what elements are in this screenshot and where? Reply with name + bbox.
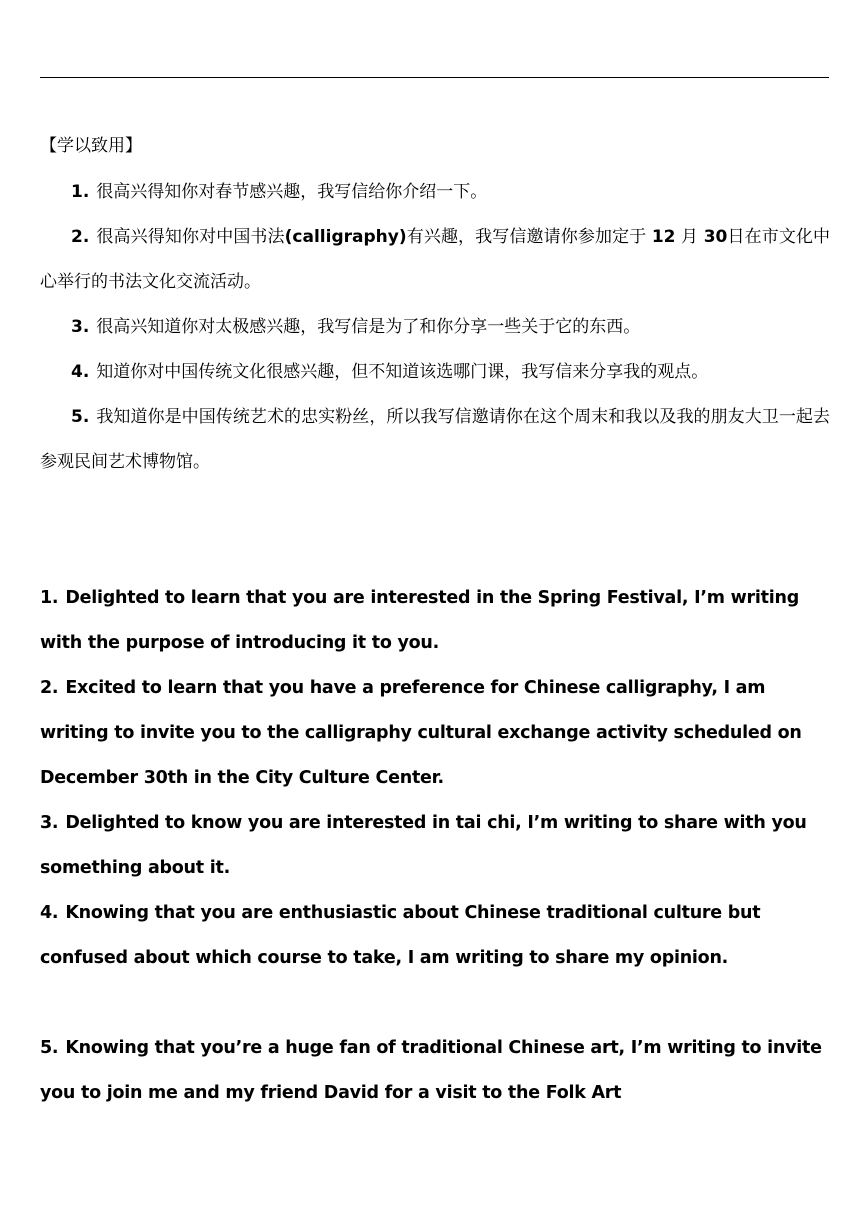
cn-item-text: 知道你对中国传统文化很感兴趣，但不知道该选哪门课，我写信来分享我的观点。 bbox=[96, 362, 709, 382]
en-item-text: Knowing that you are enthusiastic about Chinese traditional culture but confused about which course to take, I am writing to share my opinion. bbox=[40, 903, 761, 968]
en-item-number: 4. bbox=[40, 903, 59, 923]
cn-item-5 bbox=[40, 395, 830, 485]
cn-item-number: 2. bbox=[71, 227, 90, 247]
cn-item-1 bbox=[40, 170, 830, 215]
cn-item-english-word: (calligraphy) bbox=[284, 227, 407, 247]
cn-item-day-number: 30 bbox=[703, 227, 728, 247]
cn-item-text-post: 日在市文化中心举行的书法文化交流活动。 bbox=[40, 227, 831, 292]
en-item-number: 5. bbox=[40, 1038, 59, 1058]
cn-item-number: 1. bbox=[71, 182, 90, 202]
cn-item-number: 3. bbox=[71, 317, 90, 337]
cn-item-3 bbox=[40, 305, 830, 350]
cn-item-text-pre: 很高兴得知你对中国书法 bbox=[96, 227, 285, 247]
en-item-text: Excited to learn that you have a preference for Chinese calligraphy, I am writing to invite you to the calligraphy cultural exchange activity scheduled on December 30th in the City Culture Center. bbox=[40, 678, 802, 788]
en-item-number: 3. bbox=[40, 813, 59, 833]
en-item-text: Delighted to learn that you are interested in the Spring Festival, I’m writing with the purpose of introducing it to you. bbox=[40, 588, 799, 653]
en-item-text: Delighted to know you are interested in tai chi, I’m writing to share with you something about it. bbox=[40, 813, 807, 878]
cn-item-text: 很高兴得知你对春节感兴趣，我写信给你介绍一下。 bbox=[96, 182, 488, 202]
cn-item-number: 4. bbox=[71, 362, 90, 382]
en-item-number: 2. bbox=[40, 678, 59, 698]
header-rule bbox=[40, 77, 829, 78]
en-item-3 bbox=[40, 801, 832, 891]
cn-item-text: 很高兴知道你对太极感兴趣，我写信是为了和你分享一些关于它的东西。 bbox=[96, 317, 641, 337]
cn-item-4 bbox=[40, 350, 830, 395]
cn-item-month-number: 12 bbox=[651, 227, 676, 247]
en-item-2 bbox=[40, 666, 832, 801]
cn-item-2 bbox=[40, 215, 830, 305]
cn-item-text: 我知道你是中国传统艺术的忠实粉丝，所以我写信邀请你在这个周末和我以及我的朋友大卫一起去参观民间艺术博物馆。 bbox=[40, 407, 830, 472]
en-item-text: Knowing that you’re a huge fan of traditional Chinese art, I’m writing to invite you to join me and my friend David for a visit to the Folk Art bbox=[40, 1038, 822, 1103]
en-item-5 bbox=[40, 1026, 832, 1116]
section-heading: 【学以致用】 bbox=[40, 136, 142, 156]
cn-item-number: 5. bbox=[71, 407, 90, 427]
en-item-4 bbox=[40, 891, 832, 981]
cn-item-month-char: 月 bbox=[681, 227, 699, 247]
en-item-number: 1. bbox=[40, 588, 59, 608]
cn-item-text-mid: 有兴趣，我写信邀请你参加定于 bbox=[406, 227, 647, 247]
en-item-1 bbox=[40, 576, 832, 666]
